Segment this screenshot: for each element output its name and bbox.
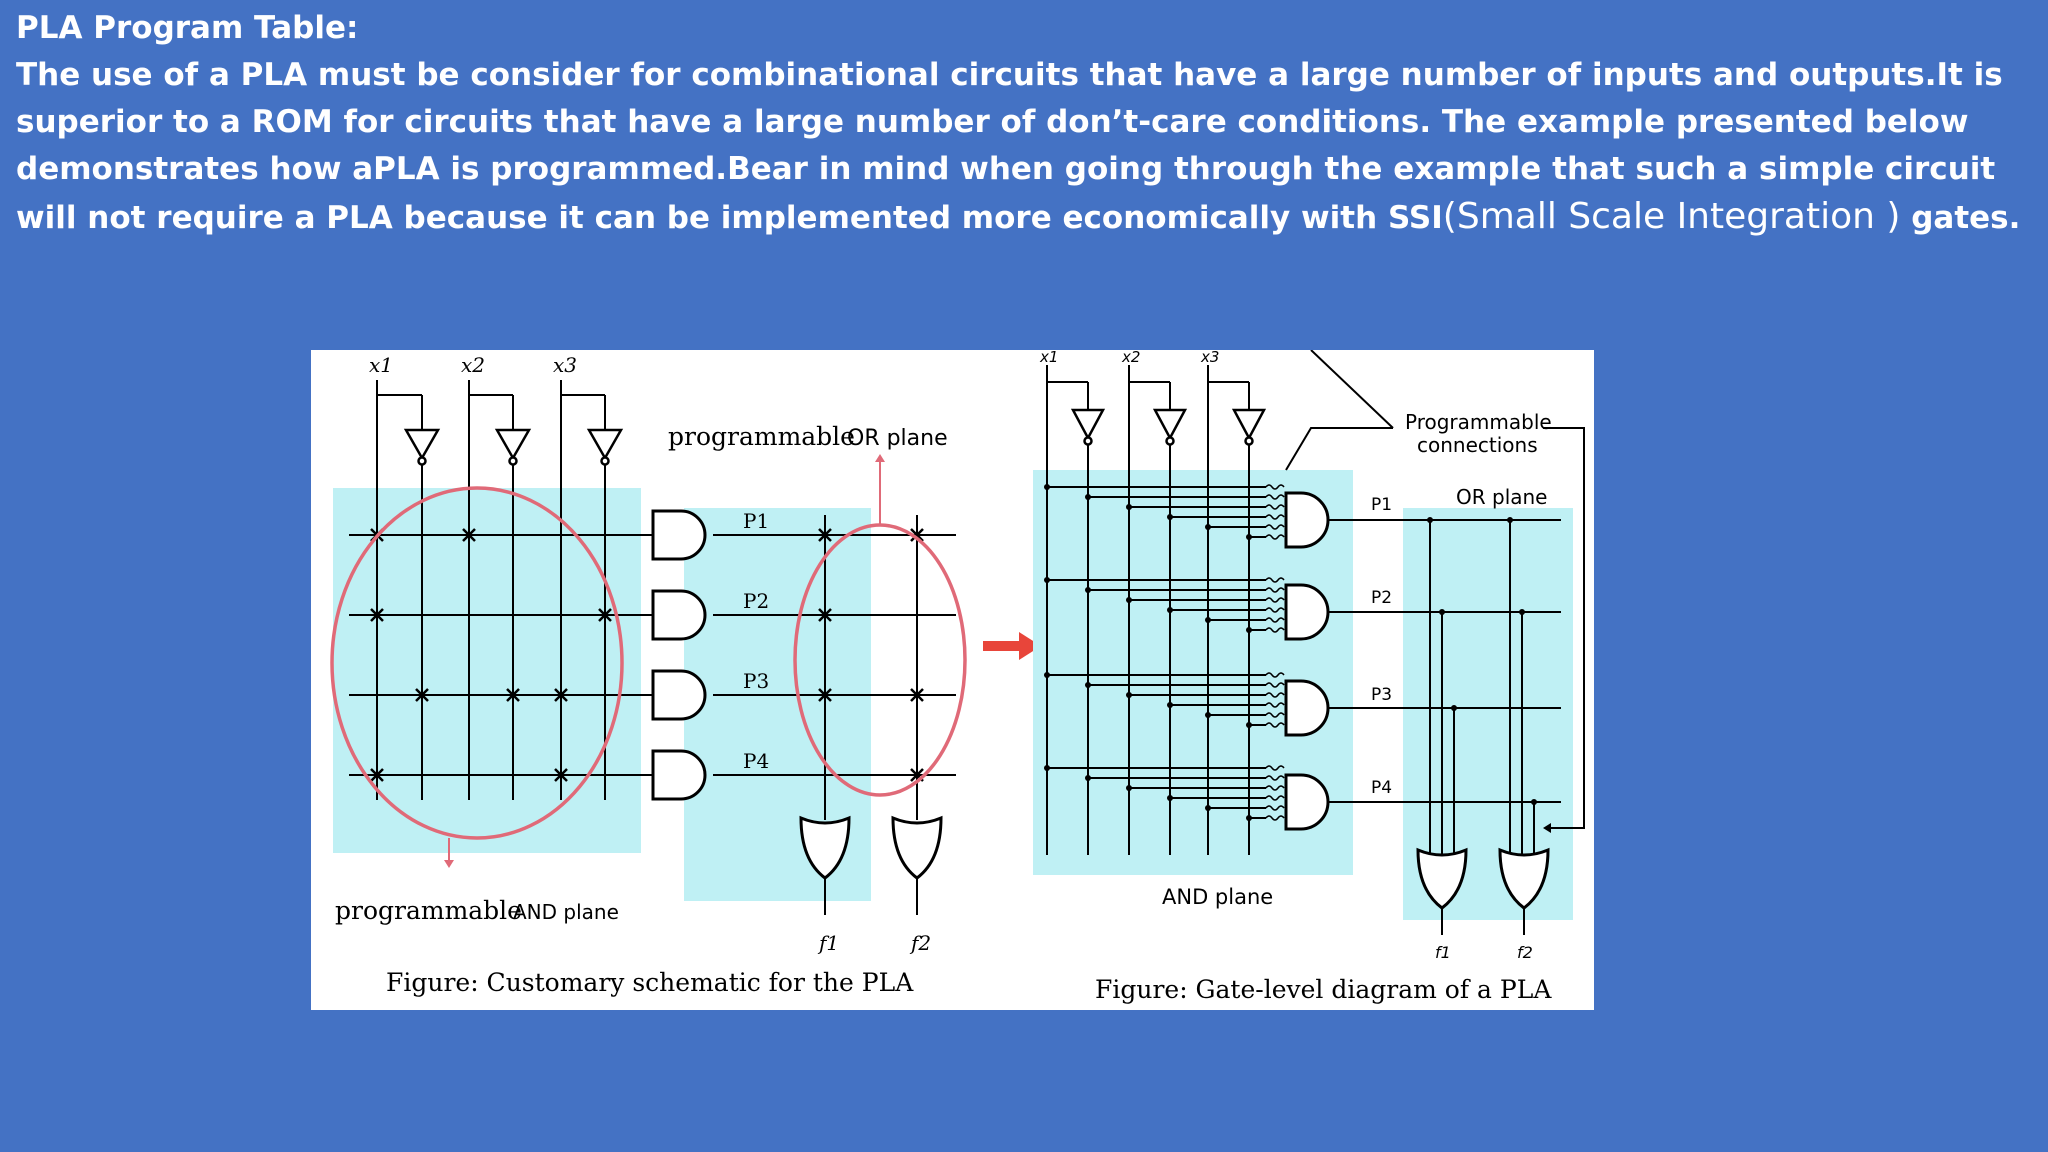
pla-figure xyxy=(311,350,1594,1010)
or-plane-label-a: programmable xyxy=(668,422,855,451)
prog-conn-line2: connections xyxy=(1417,433,1538,457)
gate-and-plane-label: AND plane xyxy=(1162,885,1274,909)
left-inverters xyxy=(406,430,621,465)
right-input-x1: x1 xyxy=(1040,350,1059,366)
right-inverters xyxy=(1073,410,1264,445)
body-bold-1: The use of a PLA must be consider for combinational circuits that have a large number of inputs and outputs.It is superior to a ROM for circuits that have a large number of don’t-care conditions. The example presented below demonstrates how aPLA is programmed.Bear in mind when going through the example that such a simple circuit will not require a PLA because it can be implemented more economically with SSI xyxy=(16,57,2003,236)
right-f1: f1 xyxy=(1435,943,1451,962)
left-p4: P4 xyxy=(743,749,770,773)
slide-title: PLA Program Table: xyxy=(16,10,359,46)
body-light: (Small Scale Integration ) xyxy=(1442,196,1901,237)
right-p3: P3 xyxy=(1371,685,1393,705)
flow-arrow-shaft xyxy=(983,641,1023,651)
right-caption: Figure: Gate-level diagram of a PLA xyxy=(1095,975,1552,1004)
left-p1: P1 xyxy=(743,509,770,533)
slide-body xyxy=(16,52,2026,242)
left-f1: f1 xyxy=(819,931,840,955)
right-p4: P4 xyxy=(1371,778,1393,798)
right-f2: f2 xyxy=(1517,943,1533,962)
or-plane-label-b: OR plane xyxy=(847,426,948,451)
left-caption: Figure: Customary schematic for the PLA xyxy=(386,968,914,997)
left-input-x2: x2 xyxy=(461,353,486,377)
right-p2: P2 xyxy=(1371,588,1393,608)
or-pointer-head xyxy=(875,454,885,462)
left-p2: P2 xyxy=(743,589,770,613)
pla-diagram xyxy=(311,350,1594,1010)
right-p1: P1 xyxy=(1371,495,1393,515)
and-pointer-head xyxy=(444,860,454,868)
prog-conn-line1: Programmable xyxy=(1405,410,1552,434)
left-f2: f2 xyxy=(911,931,932,955)
body-bold-2: gates. xyxy=(1900,200,2021,236)
right-input-x3: x3 xyxy=(1201,350,1220,366)
and-plane-label-b: AND plane xyxy=(513,900,619,924)
and-plane-label-a: programmable xyxy=(335,896,522,925)
and-plane-area xyxy=(333,488,641,853)
left-input-x3: x3 xyxy=(553,353,578,377)
right-input-x2: x2 xyxy=(1122,350,1141,366)
gate-or-plane-label: OR plane xyxy=(1456,485,1548,509)
left-p3: P3 xyxy=(743,669,770,693)
left-input-x1: x1 xyxy=(369,353,394,377)
